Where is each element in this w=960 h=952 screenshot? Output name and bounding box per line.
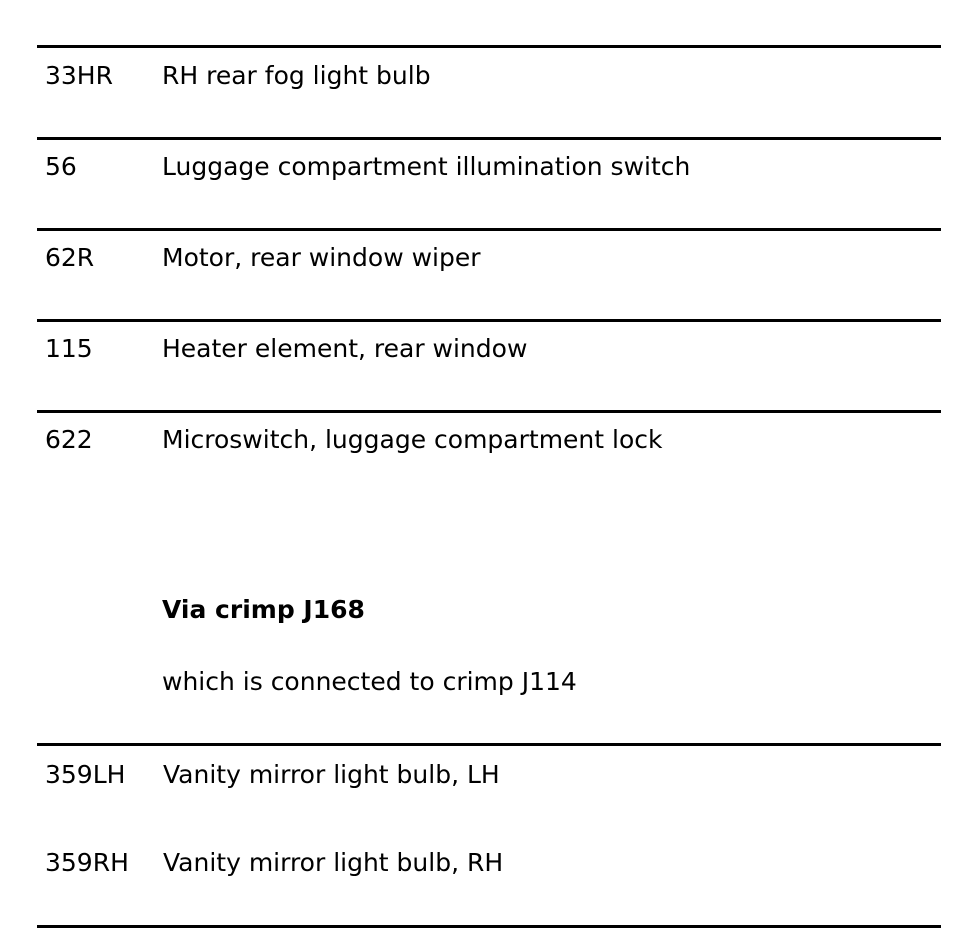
table-divider [37,410,941,413]
component-code: 359RH [45,848,129,877]
component-code: 33HR [45,61,113,90]
table-row [0,759,960,791]
component-code: 359LH [45,760,126,789]
component-description: Microswitch, luggage compartment lock [162,425,663,454]
component-description: Motor, rear window wiper [162,243,481,272]
table-row [0,847,960,879]
table-row [0,151,960,183]
component-description: RH rear fog light bulb [162,61,431,90]
table-divider [37,743,941,746]
crimp-connection-note: which is connected to crimp J114 [162,667,577,696]
component-code: 62R [45,243,95,272]
table-row [0,424,960,456]
component-description: Vanity mirror light bulb, RH [163,848,504,877]
table-row [0,333,960,365]
component-description: Heater element, rear window [162,334,528,363]
component-description: Vanity mirror light bulb, LH [163,760,500,789]
component-code: 56 [45,152,77,181]
table-divider [37,228,941,231]
component-code: 622 [45,425,93,454]
table-divider [37,45,941,48]
table-divider [37,319,941,322]
crimp-heading: Via crimp J168 [162,595,365,624]
component-description: Luggage compartment illumination switch [162,152,691,181]
table-divider [37,925,941,928]
component-code: 115 [45,334,93,363]
table-divider [37,137,941,140]
table-row [0,60,960,92]
table-row [0,242,960,274]
